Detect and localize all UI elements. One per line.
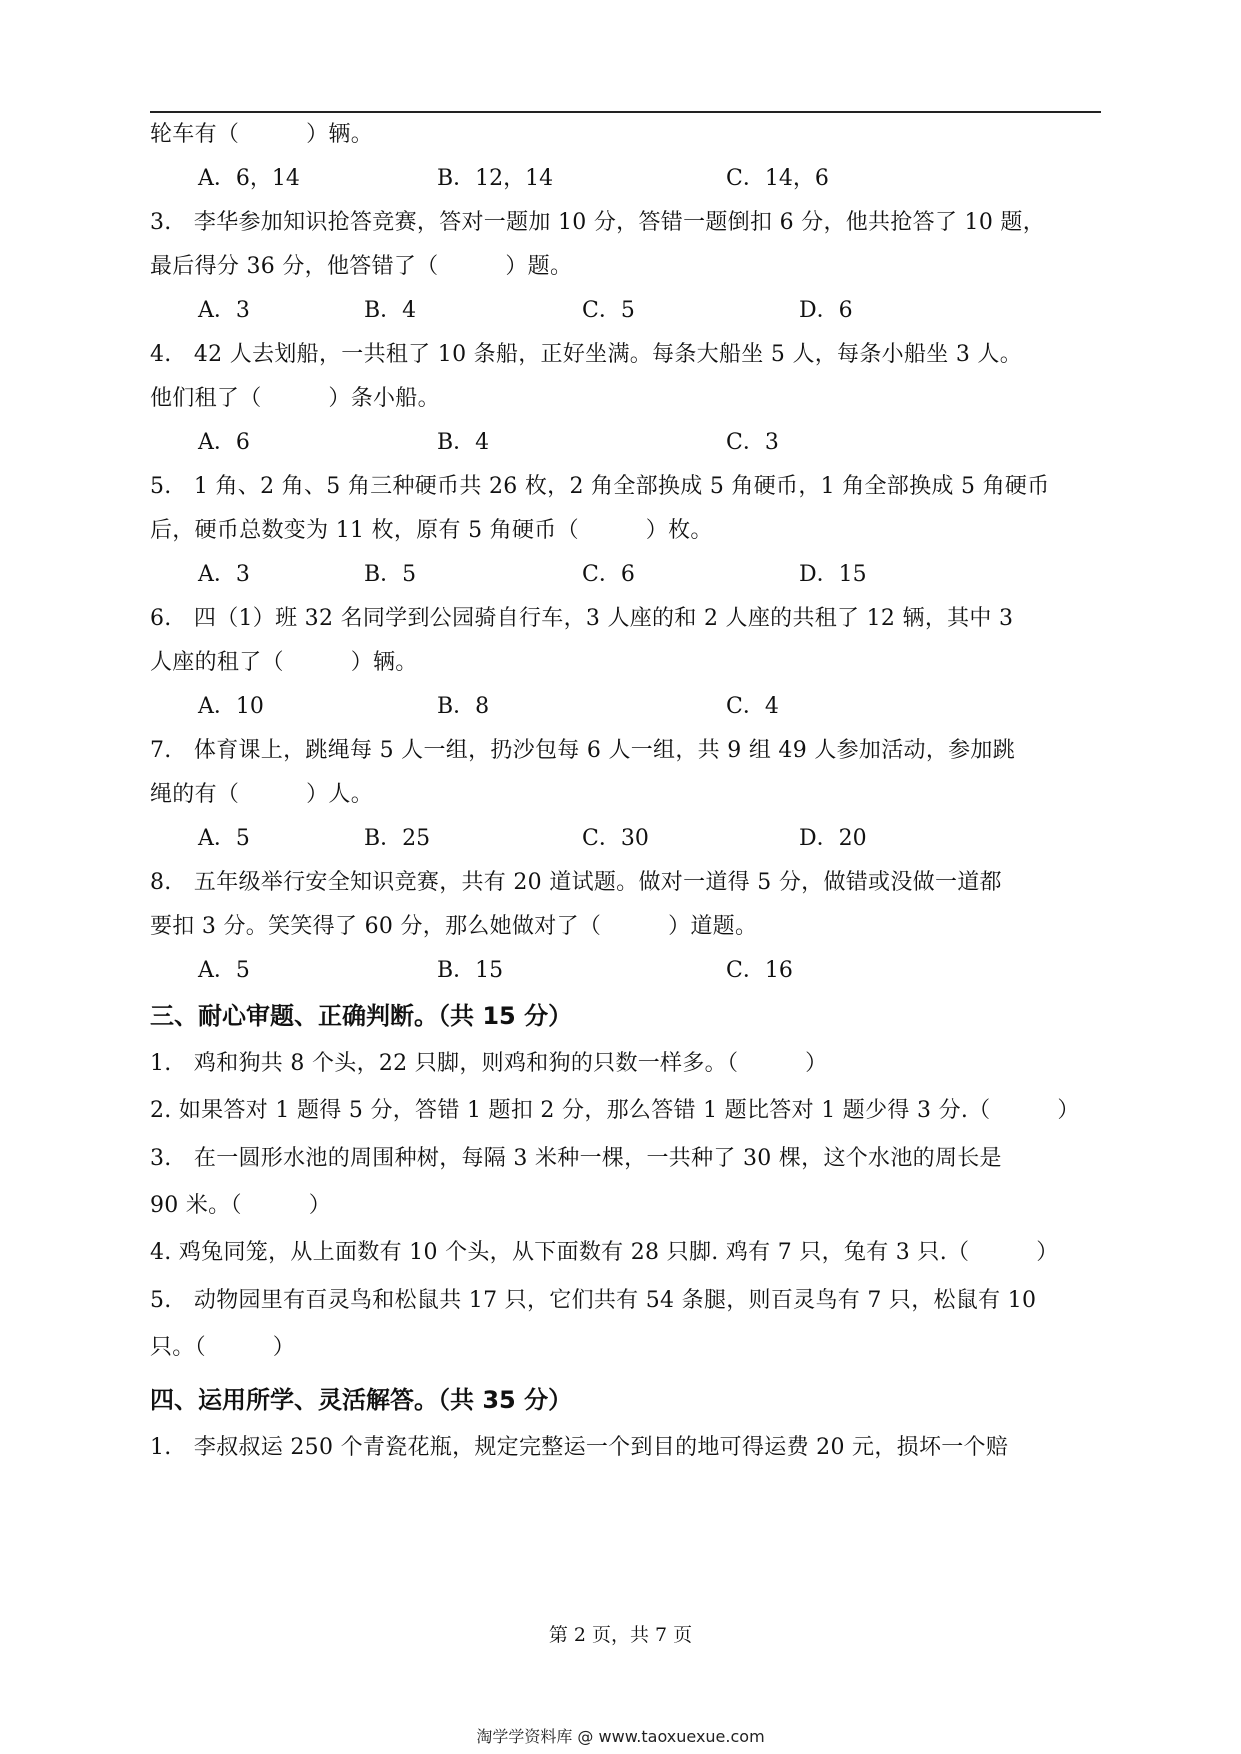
q6-option-c: C．4 xyxy=(726,694,779,719)
q5-option-c: C．6 xyxy=(582,562,635,587)
q3-line-1: 3. 李华参加知识抢答竞赛，答对一题加 10 分，答错一题倒扣 6 分，他共抢答了 10 题， xyxy=(150,210,1046,235)
q6-line-1: 6. 四（1）班 32 名同学到公园骑自行车，3 人座的和 2 人座的共租了 12 辆，其中 3 xyxy=(150,606,1014,631)
q7-line-1: 7. 体育课上，跳绳每 5 人一组，扔沙包每 6 人一组，共 9 组 49 人参加活动，参加跳 xyxy=(150,738,1016,763)
q8-option-a: A．5 xyxy=(198,958,250,983)
q8-line-1: 8. 五年级举行安全知识竞赛，共有 20 道试题。做对一道得 5 分，做错或没做一道都 xyxy=(150,870,1002,895)
solve-1-line-1: 1. 李叔叔运 250 个青瓷花瓶，规定完整运一个到目的地可得运费 20 元，损坏一个赔 xyxy=(150,1435,1009,1460)
q7-line-2: 绳的有（ ）人。 xyxy=(150,782,374,807)
judge-1: 1. 鸡和狗共 8 个头，22 只脚，则鸡和狗的只数一样多。（ ） xyxy=(150,1051,828,1076)
q4-line-1: 4. 42 人去划船，一共租了 10 条船，正好坐满。每条大船坐 5 人，每条小船坐 3 人。 xyxy=(150,342,1023,367)
q5-option-d: D．15 xyxy=(799,562,867,587)
judge-5-line-1: 5. 动物园里有百灵鸟和松鼠共 17 只，它们共有 54 条腿，则百灵鸟有 7 只，松鼠有 10 xyxy=(150,1288,1037,1313)
section-4-heading: 四、运用所学、灵活解答。（共 35 分） xyxy=(150,1386,573,1414)
q6-option-b: B．8 xyxy=(437,694,490,719)
q6-option-a: A．10 xyxy=(198,694,264,719)
q7-option-b: B．25 xyxy=(364,826,431,851)
judge-5-line-2: 只。（ ） xyxy=(150,1335,296,1360)
q2-option-b: B．12，14 xyxy=(437,166,554,191)
q4-option-b: B．4 xyxy=(437,430,490,455)
judge-3-line-2: 90 米。（ ） xyxy=(150,1193,331,1218)
q5-option-a: A．3 xyxy=(198,562,250,587)
q7-option-c: C．30 xyxy=(582,826,649,851)
q4-option-c: C．3 xyxy=(726,430,779,455)
q8-option-c: C．16 xyxy=(726,958,793,983)
q6-line-2: 人座的租了（ ）辆。 xyxy=(150,650,418,675)
q8-line-2: 要扣 3 分。笑笑得了 60 分，那么她做对了（ ）道题。 xyxy=(150,914,758,939)
q5-line-1: 5. 1 角、2 角、5 角三种硬币共 26 枚，2 角全部换成 5 角硬币，1 角全部换成 5 角硬币 xyxy=(150,474,1050,499)
q3-option-c: C．5 xyxy=(582,298,635,323)
q3-option-d: D．6 xyxy=(799,298,853,323)
q3-option-b: B．4 xyxy=(364,298,417,323)
q2-option-a: A．6，14 xyxy=(198,166,300,191)
q4-option-a: A．6 xyxy=(198,430,250,455)
q7-option-d: D．20 xyxy=(799,826,867,851)
page-footer: 第 2 页，共 7 页 xyxy=(548,1624,693,1646)
q2-option-c: C．14，6 xyxy=(726,166,829,191)
q2-continuation: 轮车有（ ）辆。 xyxy=(150,122,374,147)
section-3-heading: 三、耐心审题、正确判断。（共 15 分） xyxy=(150,1002,573,1030)
watermark-text: 淘学学资料库 @ www.taoxuexue.com xyxy=(476,1727,765,1746)
q7-option-a: A．5 xyxy=(198,826,250,851)
q3-line-2: 最后得分 36 分，他答错了（ ）题。 xyxy=(150,254,573,279)
judge-3-line-1: 3. 在一圆形水池的周围种树，每隔 3 米种一棵，一共种了 30 棵，这个水池的周长是 xyxy=(150,1146,1002,1171)
q8-option-b: B．15 xyxy=(437,958,504,983)
q5-line-2: 后，硬币总数变为 11 枚，原有 5 角硬币（ ）枚。 xyxy=(150,518,713,543)
judge-2: 2. 如果答对 1 题得 5 分，答错 1 题扣 2 分，那么答错 1 题比答对 1 题少得 3 分.（ ） xyxy=(150,1098,1080,1123)
q4-line-2: 他们租了（ ）条小船。 xyxy=(150,386,440,411)
q5-option-b: B．5 xyxy=(364,562,417,587)
q3-option-a: A．3 xyxy=(198,298,250,323)
judge-4: 4. 鸡兔同笼，从上面数有 10 个头，从下面数有 28 只脚. 鸡有 7 只，兔有 3 只.（ ） xyxy=(150,1240,1059,1265)
header-rule xyxy=(150,111,1101,113)
